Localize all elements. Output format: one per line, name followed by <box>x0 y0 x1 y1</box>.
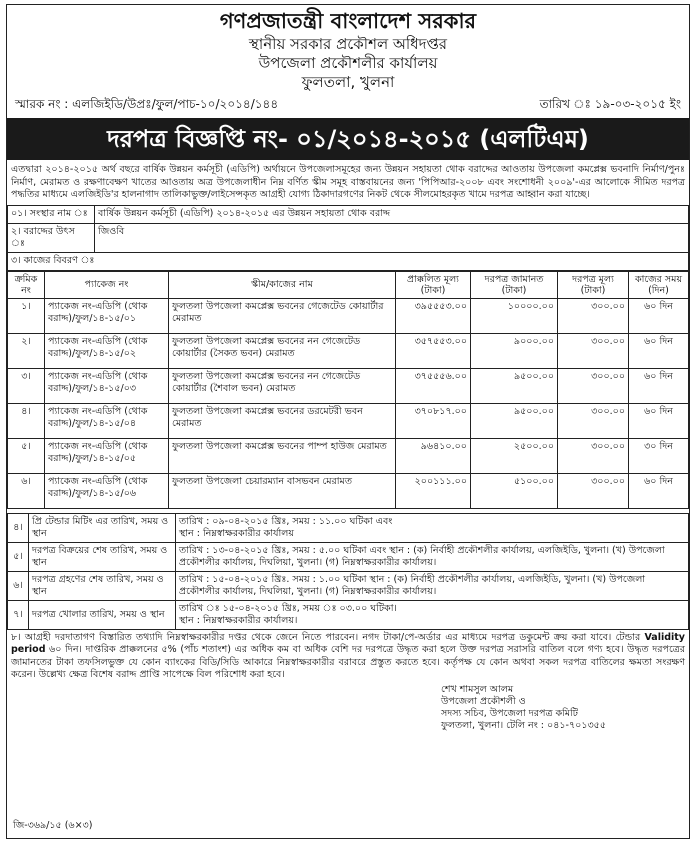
cell-price: ৩০০.০০ <box>558 298 629 333</box>
cell-package: প্যাকেজ নং-এডিপি (থোক বরাদ্দ)/ফুল/১৪-১৫/০২ <box>45 333 169 368</box>
col-serial: ক্রমিক নং <box>8 271 45 298</box>
schedule-details <box>176 600 689 629</box>
tender-notice <box>6 4 690 839</box>
col-scheme: স্কীম/কাজের নাম <box>169 271 396 298</box>
cell-price: ৩০০.০০ <box>558 438 629 473</box>
memo-line <box>7 96 689 112</box>
reference-code: জি-৩৬৯/১৫ (৬×৩) <box>13 820 93 831</box>
col-security: দরপত্র জামানত (টাকা) <box>471 271 558 298</box>
cell-security: ৯৫০০.০০ <box>471 403 558 438</box>
table-row <box>8 571 689 600</box>
cell-serial: ৫। <box>8 438 45 473</box>
schedule-line: তারিখ : ১৫-০৪-২০১৫ খ্রিঃ. সময় : ১.০০ ঘটিকা স্থান : (ক) নির্বাহী প্রকৌশলীর কার্যালয়, এলজিইডি, খুলনা। (খ) উপজেলা প্রকৌশলীর কার্যালয়, দিঘলিয়া, খুলনা। (গ) নিম্নস্বাক্ষরকারীর কার্যালয়। <box>179 573 646 597</box>
validity-period: Validity period <box>11 631 685 655</box>
cell-serial: ৪। <box>8 403 45 438</box>
cell-security: ৯০০০.০০ <box>471 333 558 368</box>
table-row <box>8 438 689 473</box>
table-row <box>8 600 689 629</box>
cell-package: প্যাকেজ নং-এডিপি (থোক বরাদ্দ)/ফুল/১৪-১৫/০১ <box>45 298 169 333</box>
cell-security: ১০০০০.০০ <box>471 298 558 333</box>
table-row <box>8 205 689 223</box>
schedule-line: তারিখ : ১৩-০৪-২০১৫ খ্রিঃ, সময় : ৫.০০ ঘটিকা এবং স্থান : (ক) নির্বাহী প্রকৌশলীর কার্যালয়, এলজিইডি, খুলনা। (খ) উপজেলা প্রকৌশলীর কার্যালয়, দিঘলিয়া, খুলনা। (গ) নিম্নস্বাক্ষরকারীর কার্যালয়। <box>179 544 665 568</box>
cell-serial: ৬। <box>8 473 45 508</box>
cell-estimate: ৩৯৫৫৫৩.০০ <box>396 298 471 333</box>
info-label: সংস্থার নাম ঃ <box>29 207 88 219</box>
table-row <box>8 223 689 252</box>
signer-contact: ফুলতলা, খুলনা। টেলি নং : ০৪১-৭০১৩৫৫ <box>441 719 606 731</box>
cell-time: ৬০ দিন <box>629 403 689 438</box>
cell-security: ৯৫০০.০০ <box>471 368 558 403</box>
info-no: ০১। <box>11 207 27 219</box>
table-row <box>8 513 689 542</box>
cell-scheme: ফুলতলা উপজেলা কমপ্লেক্স ভবনের পাম্প হাউজ মেরামত <box>169 438 396 473</box>
office-location: ফুলতলা, খুলনা <box>301 73 395 91</box>
cell-estimate: ৩৭৫৫৫৬.০০ <box>396 368 471 403</box>
schedule-label: দরপত্র খোলার তারিখ, সময় ও স্থান <box>29 600 176 629</box>
col-time: কাজের সময় (দিন) <box>629 271 689 298</box>
memo-number: স্মারক নং : এলজিইডি/উপ্রঃ/ফুল/পাচ-১০/২০১৪/১৪৪ <box>15 97 279 111</box>
schedule-table <box>7 513 689 630</box>
cell-scheme: ফুলতলা উপজেলা কমপ্লেক্স ভবনের নন গেজেটেড কোয়ার্টার (সৈকত ভবন) মেরামত <box>169 333 396 368</box>
schedule-line: তারিখ ঃ ১৫-০৪-২০১৫ খ্রিঃ, সময় ঃ ০৩.০০ ঘটিকা। <box>179 602 397 614</box>
cell-security: ২৫০০.০০ <box>471 438 558 473</box>
cell-price: ৩০০.০০ <box>558 403 629 438</box>
schedule-details <box>176 542 689 571</box>
cell-serial: ১। <box>8 298 45 333</box>
schedule-no: ৫। <box>8 542 29 571</box>
cell-package: প্যাকেজ নং-এডিপি (থোক বরাদ্দ)/ফুল/১৪-১৫/০৫ <box>45 438 169 473</box>
info-value: বার্ষিক উন্নয়ন কর্মসূচী (এডিপি) ২০১৪-২০১৫ এর উন্নয়ন সহায়তা থোক বরাদ্দ <box>95 205 689 223</box>
department-name: স্থানীয় সরকার প্রকৌশল অধিদপ্তর <box>248 35 448 53</box>
info-table <box>7 205 689 271</box>
table-row <box>8 542 689 571</box>
cell-scheme: ফুলতলা উপজেলা কমপ্লেক্স ভবনের গেজেটেড কোয়ার্টার মেরামত <box>169 298 396 333</box>
cell-time: ৬০ দিন <box>629 333 689 368</box>
header <box>7 9 689 92</box>
cell-estimate: ২০০১১১.০০ <box>396 473 471 508</box>
table-row <box>8 403 689 438</box>
col-price: দরপত্র মূল্য (টাকা) <box>558 271 629 298</box>
col-package: প্যাকেজ নং <box>45 271 169 298</box>
cell-serial: ২। <box>8 333 45 368</box>
cell-estimate: ৩৭০৮১৭.০০ <box>396 403 471 438</box>
schedule-no: ৪। <box>8 513 29 542</box>
schedule-no: ৭। <box>8 600 29 629</box>
schedule-details <box>176 513 689 542</box>
cell-security: ৫১০০.০০ <box>471 473 558 508</box>
memo-date: তারিখ ঃ ১৯-০৩-২০১৫ ইং <box>539 97 681 111</box>
table-header-row <box>8 271 689 298</box>
cell-scheme: ফুলতলা উপজেলা কমপ্লেক্স ভবনের নন গেজেটেড কোয়ার্টার (শৈবাল ভবন) মেরামত <box>169 368 396 403</box>
table-row <box>8 333 689 368</box>
government-name: গণপ্রজাতন্ত্রী বাংলাদেশ সরকার <box>219 9 477 33</box>
works-table <box>7 271 689 509</box>
cell-package: প্যাকেজ নং-এডিপি (থোক বরাদ্দ)/ফুল/১৪-১৫/০৪ <box>45 403 169 438</box>
cell-price: ৩০০.০০ <box>558 368 629 403</box>
schedule-label: দরপত্র গ্রহণের শেষ তারিখ, সময় ও স্থান <box>29 571 176 600</box>
signer-designation: উপজেলা প্রকৌশলী ও <box>441 695 526 707</box>
schedule-label: প্রি টেন্ডার মিটিং এর তারিখ, সময় ও স্থান <box>29 513 176 542</box>
info-label: বরাদ্দের উৎস ঃ <box>11 225 75 249</box>
cell-time: ৬০ দিন <box>629 298 689 333</box>
signature-block <box>441 684 689 732</box>
footnote-text-after: ৬০ দিন। দাপ্তরিক প্রাক্কলনের ৫% (পাঁচ শতাংশ) এর অধিক কম বা অধিক বেশি দর দরপত্রে উদ্ধৃত করা হলে উক্ত দরপত্র সরাসরি বাতিল বলে গণ্য হবে। উদ্ধৃত দরপত্রের জামানতের টাকা তফসিলভুক্ত যে কোন ব্যাংকের বিডি/সিডি আকারে নিম্নস্বাক্ষরকারীর বরাবরে প্রস্তুত করতে হবে। কর্তৃপক্ষ যে কোন অথবা সকল দরপত্র বাতিলের ক্ষমতা সংরক্ষণ করেন। উল্লেখ্য ক্ষেত্র বিশেষ বরাদ্দ প্রাপ্তি সাপেক্ষে বিল পরিশোধ করা হবে। <box>11 644 685 680</box>
cell-scheme: ফুলতলা উপজেলা কমপ্লেক্স ভবনের ডরমেটরী ভবন মেরামত <box>169 403 396 438</box>
signer-committee: সদস্য সচিব, উপজেলা দরপত্র কমিটি <box>441 707 578 719</box>
cell-price: ৩০০.০০ <box>558 333 629 368</box>
cell-package: প্যাকেজ নং-এডিপি (থোক বরাদ্দ)/ফুল/১৪-১৫/০৬ <box>45 473 169 508</box>
table-row <box>8 252 689 270</box>
col-estimate: প্রাক্কলিত মূল্য (টাকা) <box>396 271 471 298</box>
cell-package: প্যাকেজ নং-এডিপি (থোক বরাদ্দ)/ফুল/১৪-১৫/০৩ <box>45 368 169 403</box>
schedule-label: দরপত্র বিক্রয়ের শেষ তারিখ, সময় ও স্থান <box>29 542 176 571</box>
table-row <box>8 368 689 403</box>
works-title: ৩। কাজের বিবরণ ঃ <box>8 252 689 270</box>
cell-estimate: ৩৫৭৫৫৩.০০ <box>396 333 471 368</box>
schedule-line: স্থান : নিম্নস্বাক্ষরকারীর কার্যালয় <box>179 527 294 539</box>
notice-title: দরপত্র বিজ্ঞপ্তি নং- ০১/২০১৪-২০১৫ (এলটিএম) <box>7 118 689 160</box>
schedule-no: ৬। <box>8 571 29 600</box>
footnote-text-before: ৮। আগ্রহী দরদাতাগণ বিস্তারিত তথ্যাদি নিম্নস্বাক্ষরকারীর দপ্তর থেকে জেনে নিতে পারবেন। নগদ টাকা/পে-অর্ডার এর মাধ্যমে দরপত্র ডকুমেন্ট ক্রয় করা যাবে। টেন্ডার <box>11 631 645 643</box>
cell-time: ৩০ দিন <box>629 438 689 473</box>
schedule-line: স্থান : নিম্নস্বাক্ষরকারীর কার্যালয়। <box>179 614 298 626</box>
info-no: ২। <box>11 225 21 237</box>
cell-price: ৩০০.০০ <box>558 473 629 508</box>
signer-name: শেখ শামসুল আলম <box>441 683 514 695</box>
table-row <box>8 298 689 333</box>
cell-time: ৬০ দিন <box>629 473 689 508</box>
office-name: উপজেলা প্রকৌশলীর কার্যালয় <box>258 54 438 72</box>
cell-scheme: ফুলতলা উপজেলা চেয়ারম্যান বাসভবন মেরামত <box>169 473 396 508</box>
intro-paragraph: এতদ্বারা ২০১৪-২০১৫ অর্থ বছরে বার্ষিক উন্নয়ন কর্মসূচী (এডিপি) অর্থায়নে উপজেলাসমূহের জন্য উন্নয়ন সহায়তা থোক বরাদ্দের আওতায় উপজেলা কমপ্লেক্স ভবনাদি নির্মাণ/পুনঃ নির্মাণ, মেরামত ও রক্ষণাবেক্ষণ খাতের আওতায় অত্র উপজেলাধীন নিম্ন বর্ণিত স্কীম সমূহ বাস্তবায়নের জন্য 'পিপিআর-২০০৮ এবং সংশোধনী ২০০৯'-এর আলোকে সীমিত দরপত্র পদ্ধতির মাধ্যমে এলজিইডি'র হালনাগাদ তালিকাভুক্ত/লাইসেন্সকৃত আগ্রহী যোগ্য ঠিকাদারগণের নিকট থেকে সীলমোহরকৃত খামে দরপত্র আহ্বান করা যাচ্ছে। <box>11 164 685 200</box>
schedule-line: তারিখ : ০৯-০৪-২০১৫ খ্রিঃ, সময় : ১১.০০ ঘটিকা এবং <box>179 515 393 527</box>
info-value: জিওবি <box>95 223 689 252</box>
cell-serial: ৩। <box>8 368 45 403</box>
cell-estimate: ৯৬৪১০.০০ <box>396 438 471 473</box>
cell-time: ৬০ দিন <box>629 368 689 403</box>
table-row <box>8 473 689 508</box>
footnote <box>7 630 689 684</box>
schedule-details <box>176 571 689 600</box>
